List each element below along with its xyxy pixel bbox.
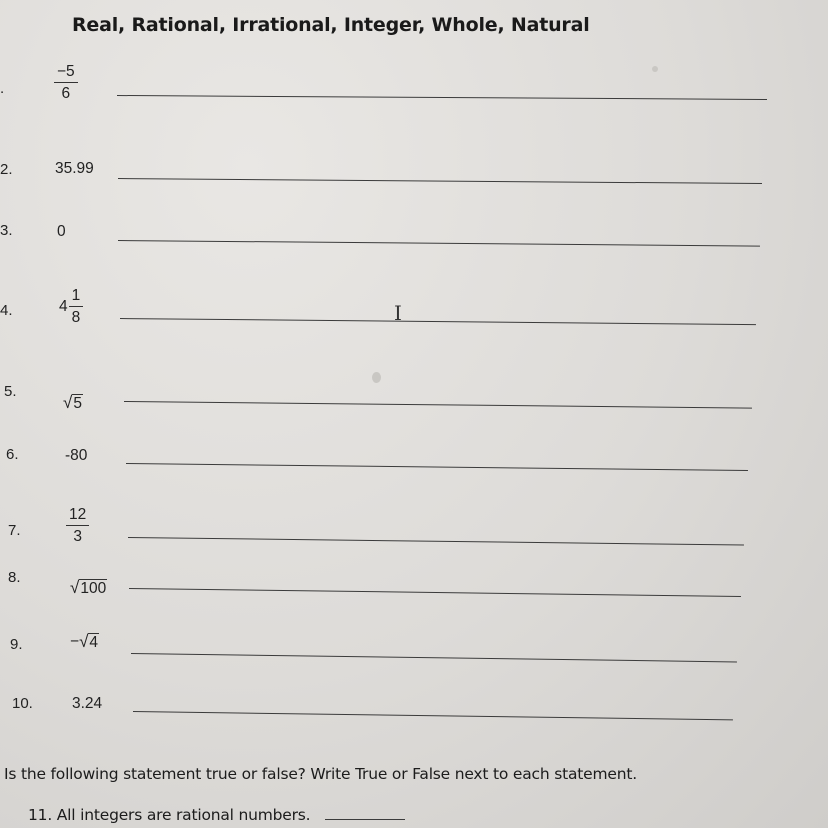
problem-expression: 35.99 [55,160,94,177]
denominator: 6 [61,84,71,102]
answer-line[interactable] [129,588,741,597]
worksheet-title: Real, Rational, Irrational, Integer, Whole, Natural [72,14,590,36]
fraction [54,64,78,101]
problem-expression [66,507,89,544]
problem-expression: -80 [65,447,88,464]
question-text: 11. All integers are rational numbers. [28,806,311,824]
problem-number: 9. [10,636,23,653]
problem-expression [70,633,99,651]
radical [63,394,83,412]
paper-speck [372,372,381,383]
answer-line[interactable] [325,819,405,820]
square-root-icon: √ [79,632,89,651]
instructions: Is the following statement true or false? Write True or False next to each statement. [4,765,637,783]
problem-number: 4. [0,302,13,319]
mixed-number [59,288,83,325]
answer-line[interactable] [131,653,737,663]
text-cursor-icon: I [394,301,402,325]
answer-line[interactable] [118,240,760,247]
problem-number: 3. [0,222,13,239]
numerator: 12 [66,507,89,526]
denominator: 8 [71,308,81,326]
radicand: 5 [73,395,82,412]
problem-number: 2. [0,161,13,178]
problem-expression [59,288,83,325]
radicand: 4 [89,634,99,651]
problem-number: 10. [12,695,33,712]
square-root-icon: √ [63,393,73,412]
paper-speck [652,66,658,72]
answer-line[interactable] [126,463,748,471]
radical-sign-prefix: − [70,633,80,650]
problem-expression [63,381,83,412]
problem-number: 5. [4,383,17,400]
radical [70,579,107,597]
fraction [66,507,89,544]
answer-line[interactable] [120,318,756,325]
question-11 [28,806,405,824]
square-root-icon: √ [70,578,80,597]
whole-part: 4 [59,297,68,315]
answer-line[interactable] [124,401,752,409]
fraction [69,288,84,325]
numerator: 1 [69,288,84,307]
problem-expression [70,566,107,597]
radical [70,633,99,651]
numerator: −5 [54,64,78,83]
radicand: 100 [80,580,107,597]
problem-expression [54,64,78,101]
answer-line[interactable] [117,95,767,100]
answer-line[interactable] [128,537,744,546]
answer-line[interactable] [118,178,762,184]
problem-number: 8. [8,569,21,586]
problem-expression: 0 [57,223,66,240]
denominator: 3 [73,527,82,545]
problem-number: 7. [8,522,21,539]
answer-line[interactable] [133,711,733,721]
problem-number: . [0,80,5,97]
problem-expression: 3.24 [72,695,103,712]
problem-number: 6. [6,446,19,463]
